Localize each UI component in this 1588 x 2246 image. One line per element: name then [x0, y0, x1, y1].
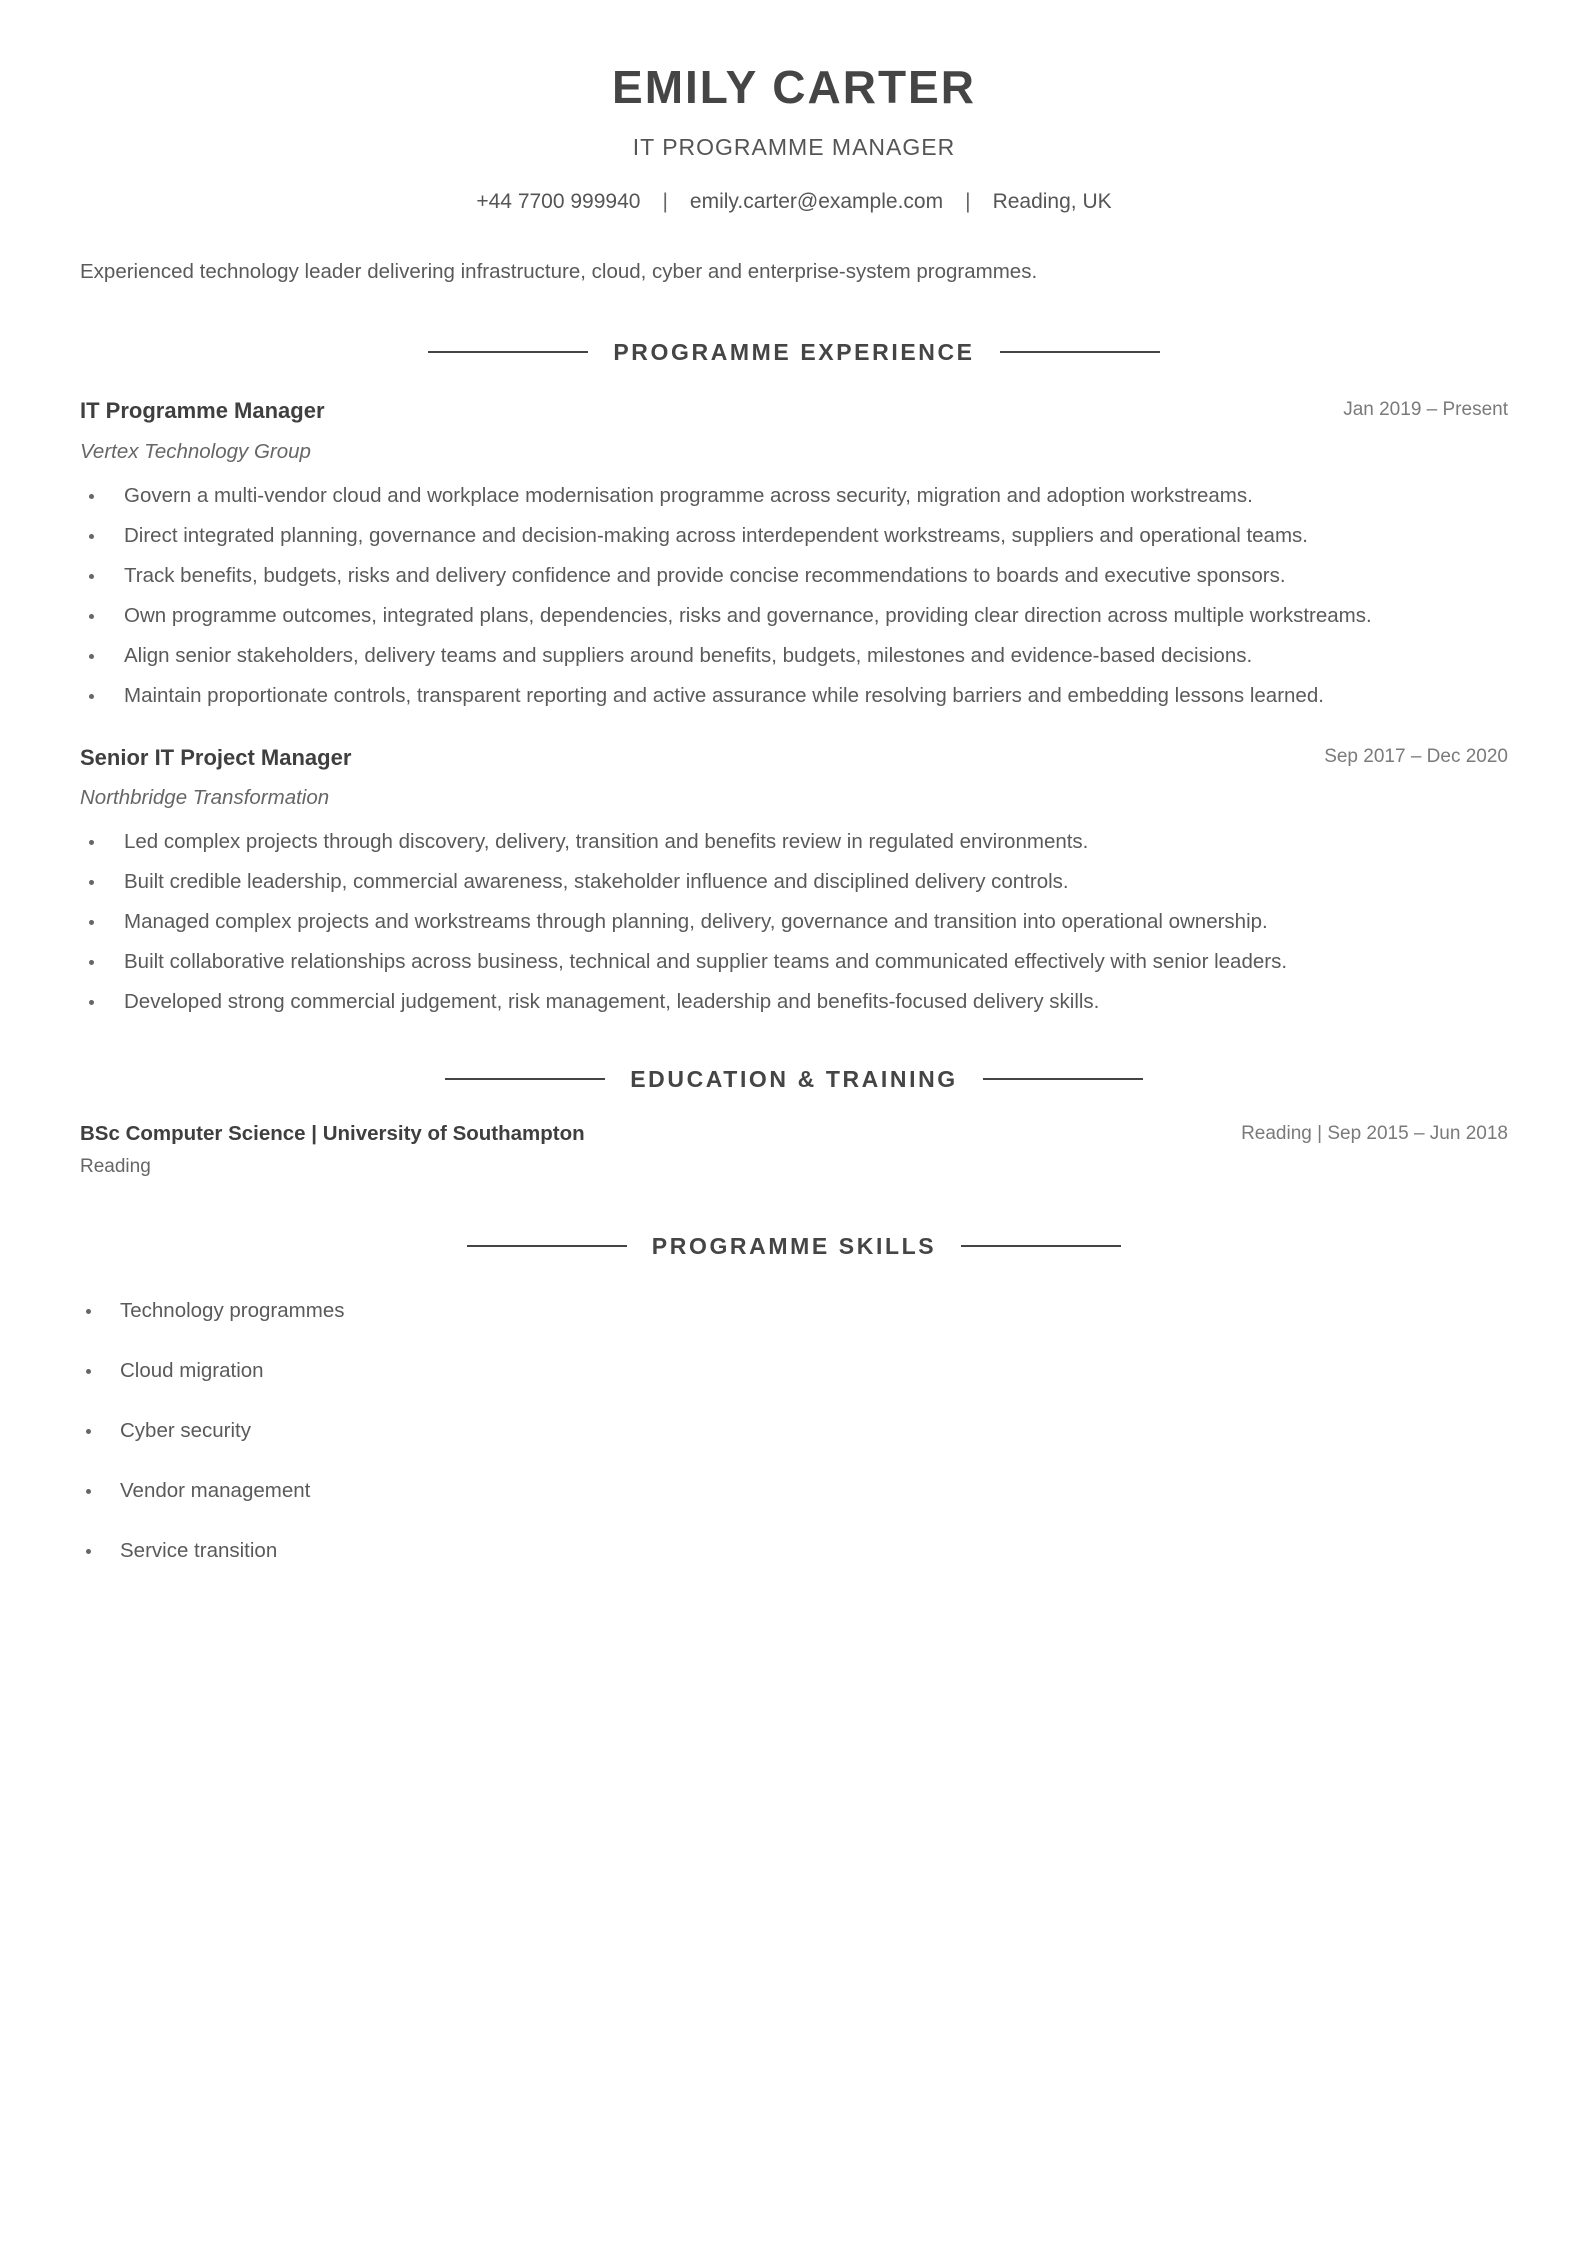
divider [1000, 351, 1160, 353]
list-item: Govern a multi-vendor cloud and workplace modernisation programme across security, migration and adoption workstreams. [80, 483, 1508, 523]
education-location: Reading [80, 1156, 151, 1177]
list-item: Track benefits, budgets, risks and delivery confidence and provide concise recommendations to boards and executive sponsors. [80, 563, 1508, 603]
list-item: Own programme outcomes, integrated plans, dependencies, risks and governance, providing clear direction across multiple workstreams. [80, 603, 1508, 643]
divider [445, 1078, 605, 1080]
divider [983, 1078, 1143, 1080]
list-item: Developed strong commercial judgement, risk management, leadership and benefits-focused delivery skills. [80, 989, 1508, 1029]
candidate-title: IT PROGRAMME MANAGER [632, 134, 956, 160]
list-item: Managed complex projects and workstreams through planning, delivery, governance and transition into operational ownership. [80, 909, 1508, 949]
list-item: Built collaborative relationships across business, technical and supplier teams and communicated effectively with senior leaders. [80, 949, 1508, 989]
job-bullets [80, 829, 1508, 1029]
section-heading-education [80, 1064, 1508, 1094]
list-item: Built credible leadership, commercial awareness, stakeholder influence and disciplined delivery controls. [80, 869, 1508, 909]
contact-email: emily.carter@example.com [689, 190, 944, 213]
job-company: Northbridge Transformation [80, 786, 330, 809]
skills-list [80, 1298, 1508, 1598]
section-heading-experience [80, 337, 1508, 367]
list-item: Led complex projects through discovery, delivery, transition and benefits review in regulated environments. [80, 829, 1508, 869]
list-item: Cloud migration [80, 1358, 1508, 1418]
divider [428, 351, 588, 353]
contact-separator: | [965, 190, 971, 213]
contact-line [80, 190, 1508, 214]
job-title: Senior IT Project Manager [80, 745, 352, 770]
section-title: EDUCATION & TRAINING [630, 1065, 958, 1092]
section-title: PROGRAMME EXPERIENCE [613, 338, 975, 365]
section-heading-skills [80, 1231, 1508, 1261]
list-item: Vendor management [80, 1478, 1508, 1538]
contact-location: Reading, UK [992, 190, 1112, 213]
section-title: PROGRAMME SKILLS [651, 1232, 937, 1259]
candidate-name: EMILY CARTER [612, 61, 976, 113]
education-date: Reading | Sep 2015 – Jun 2018 [1241, 1123, 1508, 1144]
list-item: Technology programmes [80, 1298, 1508, 1358]
list-item: Align senior stakeholders, delivery teams and suppliers around benefits, budgets, milestones and evidence-based decisions. [80, 643, 1508, 683]
list-item: Service transition [80, 1538, 1508, 1598]
divider [961, 1245, 1121, 1247]
job-date: Jan 2019 – Present [1343, 399, 1508, 420]
education-title: BSc Computer Science | University of Southampton [80, 1122, 585, 1145]
contact-phone: +44 7700 999940 [476, 190, 641, 213]
list-item: Maintain proportionate controls, transparent reporting and active assurance while resolving barriers and embedding lessons learned. [80, 683, 1508, 723]
list-item: Cyber security [80, 1418, 1508, 1478]
contact-separator: | [662, 190, 668, 213]
job-date: Sep 2017 – Dec 2020 [1324, 746, 1508, 767]
job-title: IT Programme Manager [80, 398, 325, 423]
job-bullets [80, 483, 1508, 723]
job-company: Vertex Technology Group [80, 440, 311, 463]
divider [467, 1245, 627, 1247]
summary: Experienced technology leader delivering infrastructure, cloud, cyber and enterprise-system programmes. [80, 260, 1038, 283]
resume-page [80, 0, 1508, 2246]
list-item: Direct integrated planning, governance and decision-making across interdependent workstreams, suppliers and operational teams. [80, 523, 1508, 563]
